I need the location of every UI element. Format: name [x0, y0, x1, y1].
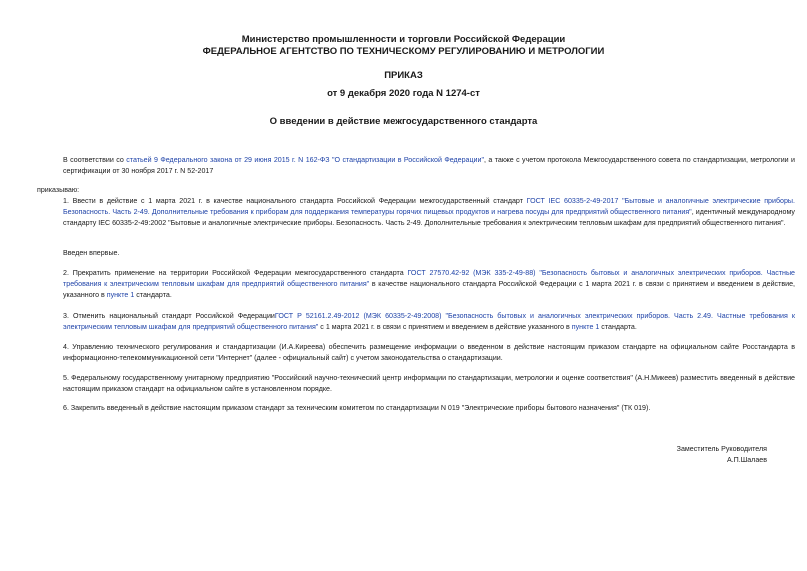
gost-iec-60335-link[interactable]: ГОСТ IEC 60335-2-49-2017 "Бытовые и аналогичные электрические приборы. Безопасность. Часть 2-49. Дополнительные требования к приборам для поддержания температуры горячих пищевых продуктов и нагрева посуды для предприятий общественного питания" — [63, 197, 795, 216]
federal-law-link[interactable]: статьей 9 Федерального закона от 29 июня 2015 г. N 162-ФЗ "О стандартизации в Российской Федерации" — [126, 156, 484, 164]
paragraph-1 — [37, 196, 795, 229]
paragraph-5: 5. Федеральному государственному унитарному предприятию "Российский научно-технический центр информации по стандартизации, метрологии и оценке соответствия" (А.Н.Микеев) разместить введенный в действие настоящим приказом стандарт на официальном сайте в установленном порядке. — [63, 374, 795, 393]
paragraph-6: 6. Закрепить введенный в действие настоящим приказом стандарт за техническим комитетом по стандартизации N 019 "Электрические приборы бытового назначения" (ТК 019). — [63, 404, 651, 412]
ministry-heading: Министерство промышленности и торговли Российской Федерации — [241, 34, 566, 45]
clause-1-link[interactable]: пункте 1 — [106, 291, 135, 299]
gost-r-52161-link[interactable]: ГОСТ Р 52161.2.49-2012 (МЭК 60335-2-49:2008) "Безопасность бытовых и аналогичных электрических приборов. Часть 2.49. Частные требования к электрическим тепловым шкафам для предприятий общественного питания" — [63, 312, 796, 331]
document-type: ПРИКАЗ — [384, 70, 423, 81]
intro-text-1: В соответствии со — [63, 156, 127, 164]
signatory-name: А.П.Шалаев — [726, 456, 767, 464]
p1-text-2: , идентичный международному стандарту IEC 60335-2-49:2002 "Бытовые и аналогичные электрические приборы. Безопасность. Часть 2-49. Дополнительные требования к электрическим тепловым шкафам для предприятий общественного питания". — [63, 208, 795, 227]
intro-text-2: , а также с учетом протокола Межгосударственного совета по стандартизации, метрологии и сертификации от 30 ноября 2017 г. N 52-2017 — [63, 156, 796, 175]
intro-paragraph — [37, 155, 795, 177]
agency-heading: ФЕДЕРАЛЬНОЕ АГЕНТСТВО ПО ТЕХНИЧЕСКОМУ РЕГУЛИРОВАНИЮ И МЕТРОЛОГИИ — [202, 46, 605, 57]
p3-text-2: с 1 марта 2021 г. в связи с принятием и введением в действие указанного в — [318, 323, 572, 331]
clause-1-link-2[interactable]: пункте 1 — [571, 323, 600, 331]
paragraph-3 — [37, 311, 795, 333]
p2-text-1: 2. Прекратить применение на территории Российской Федерации межгосударственного стандарта — [63, 269, 408, 277]
p2-text-3: стандарта. — [134, 291, 172, 299]
gost-27570-link[interactable]: ГОСТ 27570.42-92 (МЭК 335-2-49-88) "Безопасность бытовых и аналогичных электрических приборов. Частные требования к электрическим тепловым шкафам для предприятий общественного питания" — [63, 269, 795, 288]
signatory-position: Заместитель Руководителя — [676, 445, 767, 453]
p2-text-2: в качестве национального стандарта Российской Федерации с 1 марта 2021 г. в связи с принятием и введением в действие, указанного в — [63, 280, 795, 299]
p1-text-1: 1. Ввести в действие с 1 марта 2021 г. в качестве национального стандарта Российской Федерации межгосударственный стандарт — [63, 197, 527, 205]
p3-text-1: 3. Отменить национальный стандарт Российской Федерации — [63, 312, 275, 320]
paragraph-2 — [37, 268, 795, 301]
order-word: приказываю: — [37, 186, 80, 194]
introduced-note: Введен впервые. — [63, 249, 120, 257]
document-date-number: от 9 декабря 2020 года N 1274-ст — [327, 88, 480, 99]
document-title: О введении в действие межгосударственного стандарта — [269, 116, 538, 127]
p3-text-3: стандарта. — [599, 323, 637, 331]
paragraph-4: 4. Управлению технического регулирования и стандартизации (И.А.Киреева) обеспечить размещение информации о введенном в действие настоящим приказом стандарте на официальном сайте Росстандарта в информационно-телекоммуникационной сети "Интернет" (далее - официальный сайт) с учетом законодательства о стандартизации. — [63, 343, 795, 362]
